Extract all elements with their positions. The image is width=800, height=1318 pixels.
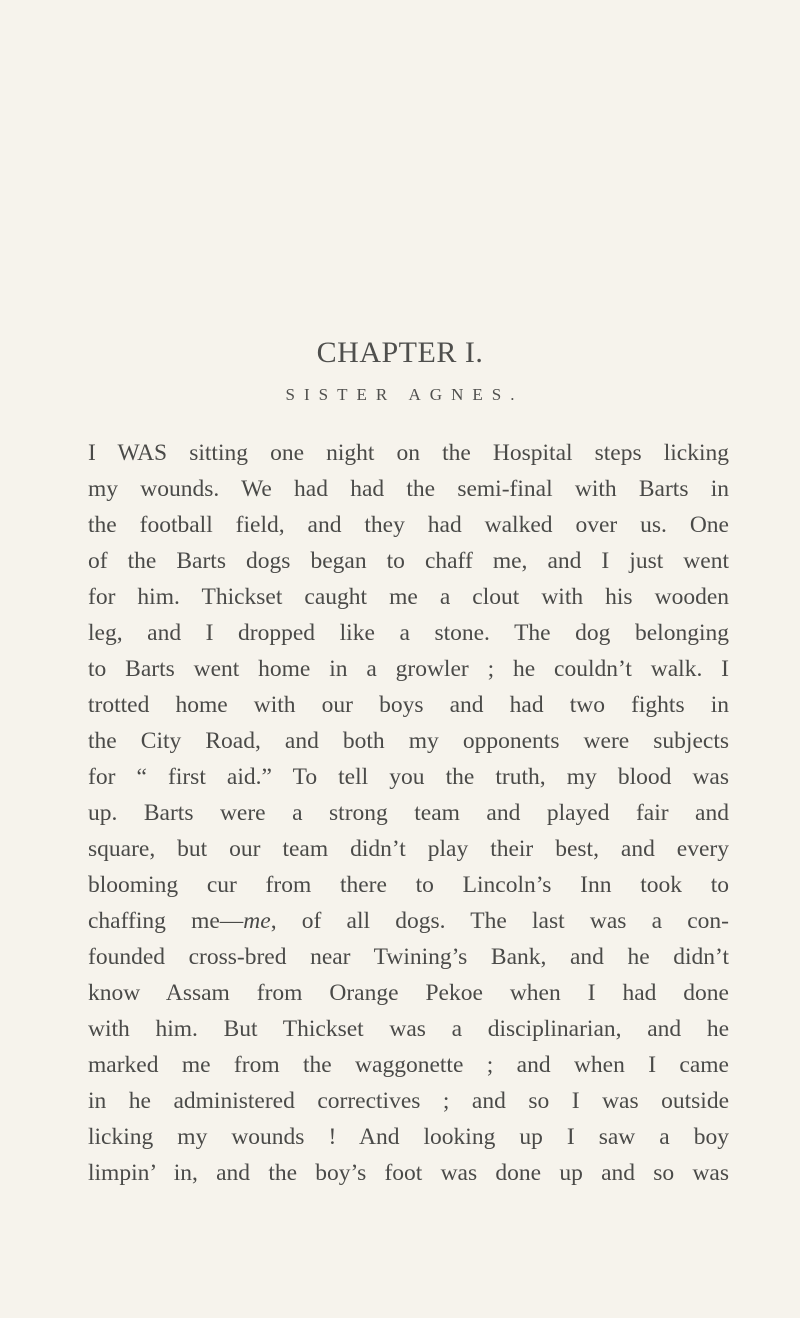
text-line: licking my wounds ! And looking up I saw a boy [88, 1124, 729, 1150]
text-line: I WAS sitting one night on the Hospital steps licking [88, 440, 729, 466]
body-text [88, 435, 729, 1191]
text-line: of the Barts dogs began to chaff me, and I just went [88, 548, 729, 574]
text-line: my wounds. We had had the semi-final with Barts in [88, 476, 729, 502]
chapter-subheading: SISTER AGNES. [285, 385, 524, 404]
text-line: square, but our team didn’t play their best, and every [88, 836, 729, 862]
text-line: for him. Thickset caught me a clout with his wooden [88, 584, 729, 610]
text-line: chaffing me—me, of all dogs. The last was a con- [88, 908, 729, 934]
text-line: the football field, and they had walked over us. One [88, 512, 729, 538]
text-line: the City Road, and both my opponents were subjects [88, 728, 729, 754]
text-line: in he administered correctives ; and so I was outside [88, 1088, 729, 1114]
chapter-heading: CHAPTER I. [316, 336, 484, 369]
emphasis-text: me [243, 908, 271, 934]
text-line: for “ first aid.” To tell you the truth, my blood was [88, 764, 729, 790]
text-line: founded cross-bred near Twining’s Bank, and he didn’t [88, 944, 729, 970]
text-line: to Barts went home in a growler ; he couldn’t walk. I [88, 656, 729, 682]
text-line: up. Barts were a strong team and played fair and [88, 800, 729, 826]
text-line: limpin’ in, and the boy’s foot was done up and so was [88, 1160, 729, 1186]
text-line: trotted home with our boys and had two fights in [88, 692, 729, 718]
text-line: with him. But Thickset was a disciplinarian, and he [88, 1016, 729, 1042]
text-line: marked me from the waggonette ; and when I came [88, 1052, 729, 1078]
text-line: leg, and I dropped like a stone. The dog belonging [88, 620, 729, 646]
text-line: blooming cur from there to Lincoln’s Inn took to [88, 872, 729, 898]
text-line: know Assam from Orange Pekoe when I had done [88, 980, 729, 1006]
